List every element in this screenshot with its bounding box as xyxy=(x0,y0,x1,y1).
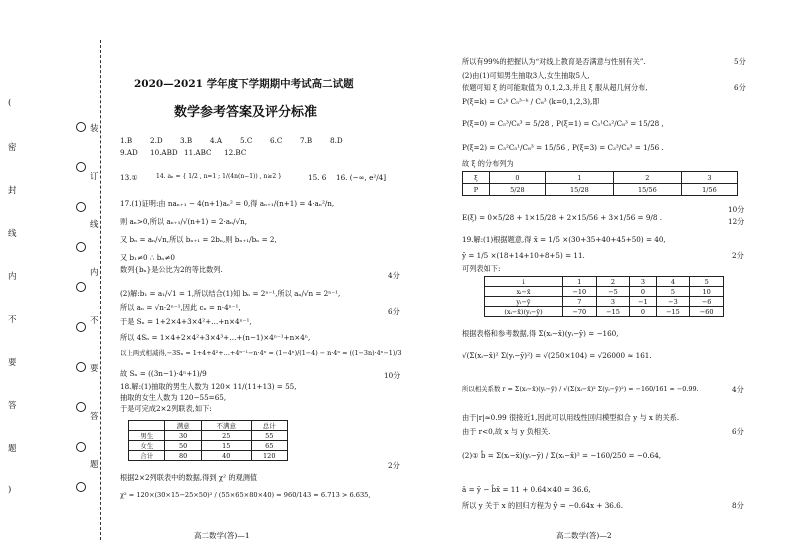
table-header-row xyxy=(129,421,288,431)
score-label: 6分 xyxy=(388,307,400,316)
table-cell: 0 xyxy=(630,307,656,317)
binding-left-char: 密 xyxy=(8,143,17,153)
table-cell: 合计 xyxy=(129,451,165,461)
table-cell: 4 xyxy=(656,277,690,287)
mc-answer: 6.C xyxy=(270,136,283,145)
table-cell: 15/56 xyxy=(613,184,681,196)
exam-title: 2020—2021 学年度下学期期中考试高二试题 xyxy=(134,78,354,90)
table-cell: 25 xyxy=(201,431,251,441)
table-cell: −5 xyxy=(596,287,630,297)
answer-line: 依题可知 ξ 的可能取值为 0,1,2,3,并且 ξ 服从超几何分布, xyxy=(462,83,648,92)
table-cell: 1 xyxy=(545,172,613,184)
expectation-line: E(ξ) = 0×5/28 + 1×15/28 + 2×15/56 + 3×1/56 = 9/8 . xyxy=(462,213,662,222)
binding-dashed-line xyxy=(100,40,101,540)
score-label: 8分 xyxy=(732,501,744,510)
right-page xyxy=(458,0,754,560)
score-label: 2分 xyxy=(732,251,744,260)
table-cell: −60 xyxy=(690,307,724,317)
score-label: 10分 xyxy=(384,371,401,380)
answer-line: 所以有99%的把握认为“对线上教育是否满意与性别有关”. xyxy=(462,57,646,66)
table-cell: −70 xyxy=(562,307,596,317)
binding-right-char: 装 xyxy=(90,124,99,134)
q17-line: 所以 4Sₙ = 1×4+2×4²+3×4³+…+(n−1)×4ⁿ⁻¹+n×4ⁿ, xyxy=(120,333,311,342)
mc-answer: 9.AD xyxy=(120,148,138,157)
answer-key-title: 数学参考答案及评分标准 xyxy=(174,105,318,120)
q18-line: 18.解:(1)抽取的男生人数为 120× 11/(11+13) = 55, xyxy=(120,382,297,391)
binding-hole-circle xyxy=(76,242,86,252)
q18-line: χ² = 120×(30×15−25×50)² / (55×65×80×40) = 960/143 ≈ 6.713 > 6.635, xyxy=(120,491,371,499)
right-footer: 高二数学(答)—2 xyxy=(556,531,612,540)
list-label: 可列表如下: xyxy=(462,264,501,273)
table-cell: 2 xyxy=(613,172,681,184)
table-row xyxy=(485,297,724,307)
left-page xyxy=(112,0,416,560)
contingency-table xyxy=(128,420,288,461)
score-label: 2分 xyxy=(388,461,400,470)
score-label: 5分 xyxy=(734,57,746,66)
fill-answer: 14. aₙ = { 1/2 , n=1 ; 1/(4n(n−1)) , n≥2 } xyxy=(156,173,282,180)
table-cell: P xyxy=(463,184,490,196)
score-label: 6分 xyxy=(734,83,746,92)
table-cell: yᵢ−ȳ xyxy=(485,297,563,307)
score-label: 10分 xyxy=(728,205,745,214)
score-label: 4分 xyxy=(388,271,400,280)
table-row xyxy=(129,451,288,461)
q17-line: 17.(1)证明:由 naₙ₊₁ − 4(n+1)aₙ² = 0,得 aₙ₊₁/(n+1) = 4·aₙ²/n, xyxy=(120,199,335,208)
table-row xyxy=(129,431,288,441)
answer-line: (2)由(1)可知男生抽取3人,女生抽取5人, xyxy=(462,71,590,80)
score-label: 4分 xyxy=(732,385,744,394)
table-cell: −3 xyxy=(656,297,690,307)
binding-left-char: 要 xyxy=(8,358,17,368)
q19-line: 所以 y 关于 x 的回归方程为 ŷ = −0.64x + 36.6. xyxy=(462,501,624,510)
table-cell: 15 xyxy=(201,441,251,451)
binding-left-char: 封 xyxy=(8,186,17,196)
q19-line: ȳ = 1/5 ×(18+14+10+8+5) = 11. xyxy=(462,251,585,260)
table-cell: 3 xyxy=(596,297,630,307)
table-cell: 120 xyxy=(251,451,287,461)
mc-answer: 2.D xyxy=(150,136,163,145)
q17-line: (2)解:b₁ = a₁/√1 = 1,所以结合(1)知 bₙ = 2ⁿ⁻¹,所以 aₙ/√n = 2ⁿ⁻¹, xyxy=(120,289,341,298)
binding-right-char: 要 xyxy=(90,364,99,374)
binding-left-char: 答 xyxy=(8,401,17,411)
left-footer: 高二数学(答)—1 xyxy=(194,531,250,540)
table-header-cell xyxy=(129,421,165,431)
q17-line: 故 Sₙ = ((3n−1)·4ⁿ+1)/9 xyxy=(120,369,207,378)
q17-line: 则 aₙ>0,所以 aₙ₊₁/√(n+1) = 2·aₙ/√n, xyxy=(120,217,248,226)
q19-line: 所以相关系数 r = Σ(xᵢ−x̄)(yᵢ−ȳ) / √(Σ(xᵢ−x̄)² Σ(yᵢ−ȳ)²) = −160/161 ≈ −0.99. xyxy=(462,385,699,393)
binding-left-char: 题 xyxy=(8,444,17,454)
binding-hole-circle xyxy=(76,362,86,372)
q18-line: 于是可完成2×2列联表,如下: xyxy=(120,404,212,413)
table-cell: 40 xyxy=(201,451,251,461)
mc-answer: 1.B xyxy=(120,136,133,145)
mc-answer: 4.A xyxy=(210,136,223,145)
mc-answer: 12.BC xyxy=(224,148,247,157)
binding-left-char: 内 xyxy=(8,272,17,282)
binding-hole-circle xyxy=(76,122,86,132)
table-row xyxy=(463,184,738,196)
binding-right-char: 答 xyxy=(90,412,99,422)
table-cell: −15 xyxy=(656,307,690,317)
binding-hole-circle xyxy=(76,402,86,412)
q19-line: √(Σ(xᵢ−x̄)² Σ(yᵢ−ȳ)²) = √(250×104) = √26000 ≈ 161. xyxy=(462,351,652,360)
q18-line: 抽取的女生人数为 120−55=65, xyxy=(120,393,227,402)
table-row xyxy=(485,307,724,317)
mc-answer: 7.B xyxy=(300,136,313,145)
table-cell: 7 xyxy=(562,297,596,307)
q18-line: 根据2×2列联表中的数据,得到 χ² 的观测值 xyxy=(120,473,258,482)
q19-line: 19.解:(1)根据题意,得 x̄ = 1/5 ×(30+35+40+45+50) = 40, xyxy=(462,235,666,244)
binding-left-char: ) xyxy=(8,485,12,495)
binding-hole-circle xyxy=(76,322,86,332)
table-cell: −1 xyxy=(630,297,656,307)
q17-line: 所以 aₙ = √n·2ⁿ⁻¹,因此 cₙ = n·4ⁿ⁻¹, xyxy=(120,303,241,312)
q17-line: 又 b₁≠0 ∴ bₙ≠0 xyxy=(120,253,175,262)
mc-answer: 3.B xyxy=(180,136,193,145)
binding-right-char: 题 xyxy=(90,460,99,470)
binding-hole-circle xyxy=(76,162,86,172)
table-cell: −6 xyxy=(690,297,724,307)
table-cell: 3 xyxy=(630,277,656,287)
answer-line: P(ξ=2) = C₃²C₅¹/C₈³ = 15/56 , P(ξ=3) = C₃³/C₈³ = 1/56 . xyxy=(462,143,664,152)
q17-line: 以上两式相减得,−3Sₙ = 1+4+4²+…+4ⁿ⁻¹−n·4ⁿ = (1−4ⁿ)/(1−4) − n·4ⁿ = ((1−3n)·4ⁿ−1)/3 xyxy=(120,349,402,357)
table-cell: −10 xyxy=(562,287,596,297)
q19-line: 由于|r|≈0.99 很接近1,因此可以用线性回归模型拟合 y 与 x 的关系. xyxy=(462,413,680,422)
table-row xyxy=(129,441,288,451)
fill-answer: 13.① xyxy=(120,173,138,182)
calc-table xyxy=(484,276,724,317)
table-cell: 10 xyxy=(690,287,724,297)
table-cell: xᵢ−x̄ xyxy=(485,287,563,297)
mc-answer: 11.ABC xyxy=(184,148,212,157)
table-row xyxy=(463,172,738,184)
q19-line: â = ȳ − b̂x̄ = 11 + 0.64×40 = 36.6, xyxy=(462,485,591,494)
table-cell: 女生 xyxy=(129,441,165,451)
q19-line: (2)① b̂ = Σ(xᵢ−x̄)(yᵢ−ȳ) / Σ(xᵢ−x̄)² = −160/250 = −0.64, xyxy=(462,451,662,460)
table-row xyxy=(485,287,724,297)
binding-right-char: 不 xyxy=(90,316,99,326)
q17-line: 数列{bₙ}是公比为2的等比数列. xyxy=(120,265,223,274)
table-header-cell: 满意 xyxy=(165,421,201,431)
q19-line: 由于 r<0,故 x 与 y 负相关. xyxy=(462,427,551,436)
table-header-cell: 不满意 xyxy=(201,421,251,431)
table-cell: 1/56 xyxy=(681,184,737,196)
table-cell: i xyxy=(485,277,563,287)
binding-hole-circle xyxy=(76,482,86,492)
fill-answer: 16. (−∞, e²/4] xyxy=(336,173,387,182)
distribution-table xyxy=(462,171,738,196)
answer-line: P(ξ=k) = C₃ᵏ C₅³⁻ᵏ / C₈³ (k=0,1,2,3),即 xyxy=(462,97,600,106)
mc-answer: 8.D xyxy=(330,136,343,145)
score-label: 6分 xyxy=(732,427,744,436)
answer-line: 故 ξ 的分布列为 xyxy=(462,159,514,168)
binding-hole-circle xyxy=(76,202,86,212)
table-row xyxy=(485,277,724,287)
table-cell: ξ xyxy=(463,172,490,184)
table-cell: 0 xyxy=(630,287,656,297)
binding-strip xyxy=(0,0,100,560)
fill-answer: 15. 6 xyxy=(308,173,327,182)
table-cell: 1 xyxy=(562,277,596,287)
q19-line: 根据表格和参考数据,得 Σ(xᵢ−x̄)(yᵢ−ȳ) = −160, xyxy=(462,329,619,338)
q17-line: 于是 Sₙ = 1+2×4+3×4²+…+n×4ⁿ⁻¹, xyxy=(120,317,252,326)
table-cell: 55 xyxy=(251,431,287,441)
table-header-cell: 总计 xyxy=(251,421,287,431)
table-cell: −15 xyxy=(596,307,630,317)
table-cell: 65 xyxy=(251,441,287,451)
table-cell: 80 xyxy=(165,451,201,461)
binding-left-char: 线 xyxy=(8,229,17,239)
table-cell: 5/28 xyxy=(489,184,545,196)
table-cell: 30 xyxy=(165,431,201,441)
binding-hole-circle xyxy=(76,442,86,452)
q17-line: 又 bₙ = aₙ/√n,所以 bₙ₊₁ = 2bₙ,则 bₙ₊₁/bₙ = 2, xyxy=(120,235,277,244)
binding-left-char: ( xyxy=(8,98,12,108)
table-cell: 2 xyxy=(596,277,630,287)
binding-right-char: 内 xyxy=(90,268,99,278)
answer-line: P(ξ=0) = C₅³/C₈³ = 5/28 , P(ξ=1) = C₃¹C₅²/C₈³ = 15/28 , xyxy=(462,119,664,128)
table-cell: 5 xyxy=(690,277,724,287)
binding-left-char: 不 xyxy=(8,315,17,325)
table-cell: 3 xyxy=(681,172,737,184)
mc-answer: 10.ABD xyxy=(150,148,178,157)
table-cell: 50 xyxy=(165,441,201,451)
binding-hole-circle xyxy=(76,282,86,292)
table-cell: 男生 xyxy=(129,431,165,441)
table-cell: (xᵢ−x̄)(yᵢ−ȳ) xyxy=(485,307,563,317)
score-label: 12分 xyxy=(728,217,745,226)
table-cell: 15/28 xyxy=(545,184,613,196)
mc-answer: 5.C xyxy=(240,136,253,145)
table-cell: 5 xyxy=(656,287,690,297)
binding-right-char: 订 xyxy=(90,172,99,182)
binding-right-char: 线 xyxy=(90,220,99,230)
table-cell: 0 xyxy=(489,172,545,184)
